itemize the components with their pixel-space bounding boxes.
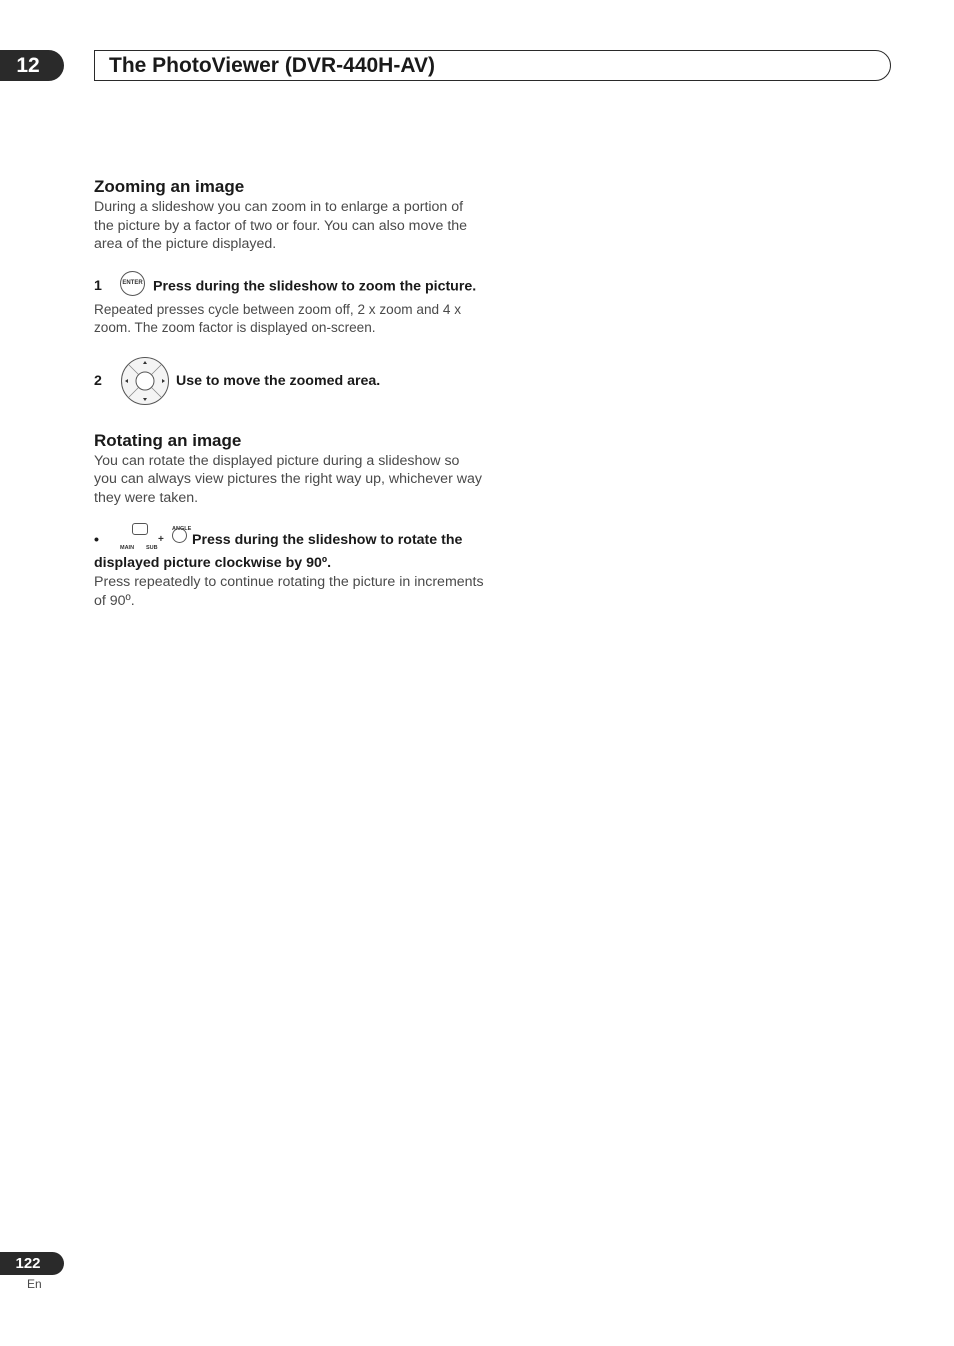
zooming-intro: During a slideshow you can zoom in to enlarge a portion of the picture by a factor of two or four. You can also move the area of the picture displayed. [94,199,468,252]
zooming-heading: Zooming an image [94,177,245,196]
enter-button-icon: ENTER [120,271,145,296]
step-number: 2 [94,372,102,389]
step-instruction: Use to move the zoomed area. [176,372,381,389]
main-sub-angle-buttons-icon [120,523,192,549]
sub-label: SUB [146,545,158,551]
main-sub-switch-icon [132,523,148,535]
rotate-note: Press repeatedly to continue rotating the picture in increments of 90º. [94,574,484,609]
chapter-number: 12 [16,53,40,77]
step-instruction: Press during the slideshow to zoom the picture. [153,277,477,294]
zoom-step-1 [94,274,484,299]
page-number-tab [0,1252,64,1275]
main-label: MAIN [120,545,135,551]
rotating-heading: Rotating an image [94,430,242,450]
chapter-number-tab [0,50,64,81]
angle-button-icon [172,528,187,543]
language-code: En [27,1277,42,1291]
bullet-marker: • [94,531,99,548]
bullet-instruction: Press during the slideshow to rotate the displayed picture clockwise by 90º. [94,531,463,571]
dpad-icon [120,356,170,406]
page-title-bar [94,50,891,81]
angle-label: ANGLE [172,526,192,532]
page-number: 122 [15,1255,41,1272]
step-number: 1 [94,277,102,294]
page-title: The PhotoViewer (DVR-440H-AV) [109,53,435,77]
zoom-step-1-note: Repeated presses cycle between zoom off, 2 x zoom and 4 x zoom. The zoom factor is displayed on-screen. [94,301,461,335]
rotate-bullet [94,527,484,573]
zoom-step-2 [94,356,484,406]
plus-sign: + [158,534,164,545]
rotating-intro: You can rotate the displayed picture during a slideshow so you can always view pictures the right way up, whichever way they were taken. [94,452,482,506]
main-content [94,176,484,610]
